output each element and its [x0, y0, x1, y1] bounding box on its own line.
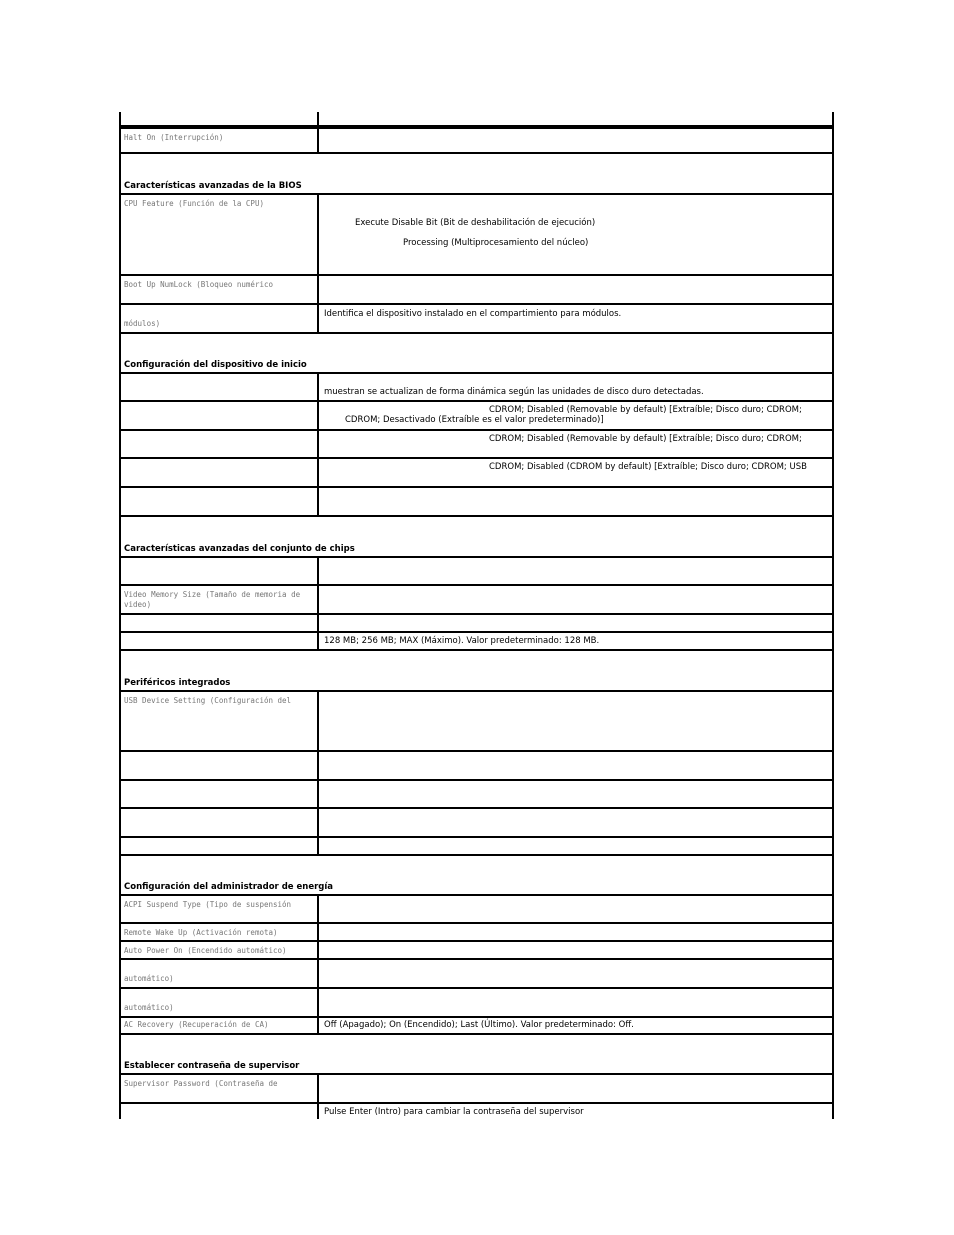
table-row	[119, 402, 834, 431]
section-header-row	[119, 651, 834, 692]
setting-name: Video Memory Size (Tamaño de memoria de video)	[124, 590, 301, 609]
section-title: Configuración del dispositivo de inicio	[124, 360, 307, 370]
setting-name: Halt On (Interrupción)	[124, 133, 224, 142]
table-row	[119, 305, 834, 334]
section-title: Periféricos integrados	[124, 678, 231, 688]
table-row	[119, 989, 834, 1018]
section-title: Características avanzadas de la BIOS	[124, 181, 302, 191]
table-row	[119, 752, 834, 781]
table-row	[119, 809, 834, 838]
setting-name: AC Recovery (Recuperación de CA)	[124, 1020, 269, 1029]
setting-desc: Processing (Multiprocesamiento del núcleo)	[403, 238, 589, 248]
section-header-row	[119, 856, 834, 896]
table-row	[119, 276, 834, 305]
table-row	[119, 615, 834, 633]
table-row	[119, 1104, 834, 1119]
table-row	[119, 586, 834, 615]
table-row	[119, 942, 834, 960]
setting-name: CPU Feature (Función de la CPU)	[124, 199, 264, 208]
setting-desc: Execute Disable Bit (Bit de deshabilitación de ejecución)	[355, 218, 596, 228]
section-header-row	[119, 517, 834, 558]
setting-name: USB Device Setting (Configuración del	[124, 696, 292, 705]
table-row	[119, 112, 834, 127]
setting-name: módulos)	[124, 319, 161, 328]
setting-name: automático)	[124, 974, 174, 983]
section-header-row	[119, 334, 834, 374]
setting-desc: CDROM; Disabled (Removable by default) [Extraíble; Disco duro; CDROM;	[489, 405, 802, 415]
setting-name: Auto Power On (Encendido automático)	[124, 946, 287, 955]
setting-desc: Off (Apagado); On (Encendido); Last (Último). Valor predeterminado: Off.	[324, 1020, 634, 1030]
setting-desc: 128 MB; 256 MB; MAX (Máximo). Valor predeterminado: 128 MB.	[324, 636, 600, 646]
table-row	[119, 838, 834, 856]
table-row	[119, 1018, 834, 1035]
setting-name: ACPI Suspend Type (Tipo de suspensión	[124, 900, 292, 909]
table-row	[119, 431, 834, 459]
table-row	[119, 127, 834, 154]
section-header-row	[119, 154, 834, 195]
section-title: Configuración del administrador de energía	[124, 882, 334, 892]
table-row	[119, 896, 834, 924]
table-row	[119, 781, 834, 809]
section-title: Características avanzadas del conjunto de chips	[124, 544, 355, 554]
table-row	[119, 459, 834, 488]
bios-settings-table	[119, 112, 834, 1119]
setting-name: Remote Wake Up (Activación remota)	[124, 928, 278, 937]
setting-desc: muestran se actualizan de forma dinámica según las unidades de disco duro detectadas.	[324, 387, 704, 397]
setting-desc: CDROM; Disabled (CDROM by default) [Extraíble; Disco duro; CDROM; USB	[489, 462, 807, 472]
setting-desc: CDROM; Desactivado (Extraíble es el valor predeterminado)]	[345, 415, 604, 425]
section-header-row	[119, 1035, 834, 1075]
setting-name: automático)	[124, 1003, 174, 1012]
section-title: Establecer contraseña de supervisor	[124, 1061, 300, 1071]
table-row	[119, 692, 834, 752]
table-row	[119, 374, 834, 402]
setting-desc: CDROM; Disabled (Removable by default) [Extraíble; Disco duro; CDROM;	[489, 434, 802, 444]
table-row	[119, 488, 834, 517]
table-row	[119, 633, 834, 651]
table-row	[119, 924, 834, 942]
table-row	[119, 195, 834, 276]
table-row	[119, 960, 834, 989]
setting-name: Boot Up NumLock (Bloqueo numérico	[124, 280, 274, 289]
setting-name: Supervisor Password (Contraseña de	[124, 1079, 278, 1088]
table-row	[119, 1075, 834, 1104]
setting-desc: Identifica el dispositivo instalado en el compartimiento para módulos.	[324, 309, 622, 319]
setting-desc: Pulse Enter (Intro) para cambiar la contraseña del supervisor	[324, 1107, 584, 1117]
table-row	[119, 558, 834, 586]
